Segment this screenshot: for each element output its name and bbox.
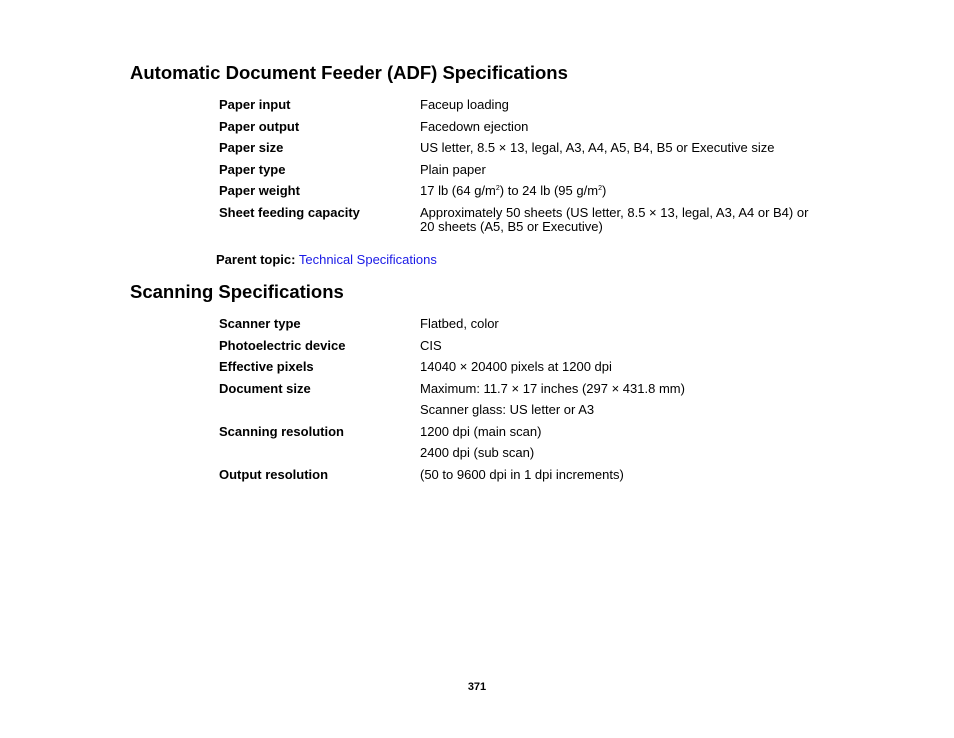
spec-value bbox=[420, 184, 839, 198]
spec-value-line: Approximately 50 sheets (US letter, 8.5 × 13, legal, A3, A4 or B4) or bbox=[420, 204, 809, 220]
spec-row bbox=[219, 382, 839, 396]
parent-topic bbox=[216, 253, 437, 267]
spec-label: Paper input bbox=[219, 97, 291, 112]
scanning-spec-table bbox=[219, 317, 839, 482]
spec-label: Paper output bbox=[219, 118, 300, 134]
spec-row bbox=[219, 206, 839, 234]
spec-row bbox=[219, 446, 839, 460]
spec-row bbox=[219, 425, 839, 439]
spec-value: Faceup loading bbox=[420, 97, 509, 112]
spec-value: Flatbed, color bbox=[420, 316, 499, 331]
spec-value: 14040 × 20400 pixels at 1200 dpi bbox=[420, 359, 612, 374]
spec-label bbox=[219, 446, 420, 460]
spec-label: Paper weight bbox=[219, 183, 300, 198]
superscript: 2 bbox=[598, 185, 602, 192]
page-number: 371 bbox=[467, 681, 487, 693]
spec-label: Paper type bbox=[219, 161, 286, 177]
spec-label: Document size bbox=[219, 380, 311, 396]
spec-row bbox=[219, 98, 839, 112]
spec-value: 2400 dpi (sub scan) bbox=[420, 445, 535, 460]
spec-label: Photoelectric device bbox=[219, 337, 346, 353]
scanning-section-title: Scanning Specifications bbox=[130, 281, 344, 302]
spec-row bbox=[219, 141, 839, 155]
spec-label bbox=[219, 403, 420, 417]
spec-value: CIS bbox=[420, 337, 442, 353]
spec-value: Plain paper bbox=[420, 161, 486, 177]
spec-label: Scanning resolution bbox=[219, 423, 344, 439]
spec-value-line: 20 sheets (A5, B5 or Executive) bbox=[420, 218, 603, 234]
spec-row bbox=[219, 184, 839, 198]
spec-value: Maximum: 11.7 × 17 inches (297 × 431.8 mm) bbox=[420, 380, 685, 396]
spec-label: Effective pixels bbox=[219, 359, 314, 374]
parent-topic-label: Parent topic: bbox=[216, 252, 296, 267]
spec-row bbox=[219, 339, 839, 353]
spec-row bbox=[219, 468, 839, 482]
spec-label: Sheet feeding capacity bbox=[219, 204, 360, 220]
spec-value: US letter, 8.5 × 13, legal, A3, A4, A5, B4, B5 or Executive size bbox=[420, 140, 775, 155]
adf-spec-table bbox=[219, 98, 839, 234]
parent-topic-link[interactable]: Technical Specifications bbox=[298, 252, 437, 267]
paper-weight-text: ) bbox=[601, 183, 607, 198]
spec-row bbox=[219, 317, 839, 331]
paper-weight-text: ) to 24 lb (95 g/m bbox=[499, 183, 599, 198]
spec-label: Output resolution bbox=[219, 466, 329, 482]
superscript: 2 bbox=[495, 185, 500, 192]
spec-value bbox=[420, 206, 839, 234]
spec-value: 1200 dpi (main scan) bbox=[420, 423, 542, 439]
spec-value: (50 to 9600 dpi in 1 dpi increments) bbox=[420, 466, 624, 482]
spec-row bbox=[219, 360, 839, 374]
spec-label: Scanner type bbox=[219, 316, 301, 331]
spec-value: Facedown ejection bbox=[420, 118, 529, 134]
spec-label: Paper size bbox=[219, 140, 284, 155]
adf-section-title: Automatic Document Feeder (ADF) Specifications bbox=[130, 62, 568, 83]
spec-value: Scanner glass: US letter or A3 bbox=[420, 402, 595, 417]
spec-row bbox=[219, 403, 839, 417]
spec-row bbox=[219, 163, 839, 177]
paper-weight-text: 17 lb (64 g/m bbox=[420, 183, 496, 198]
spec-row bbox=[219, 120, 839, 134]
